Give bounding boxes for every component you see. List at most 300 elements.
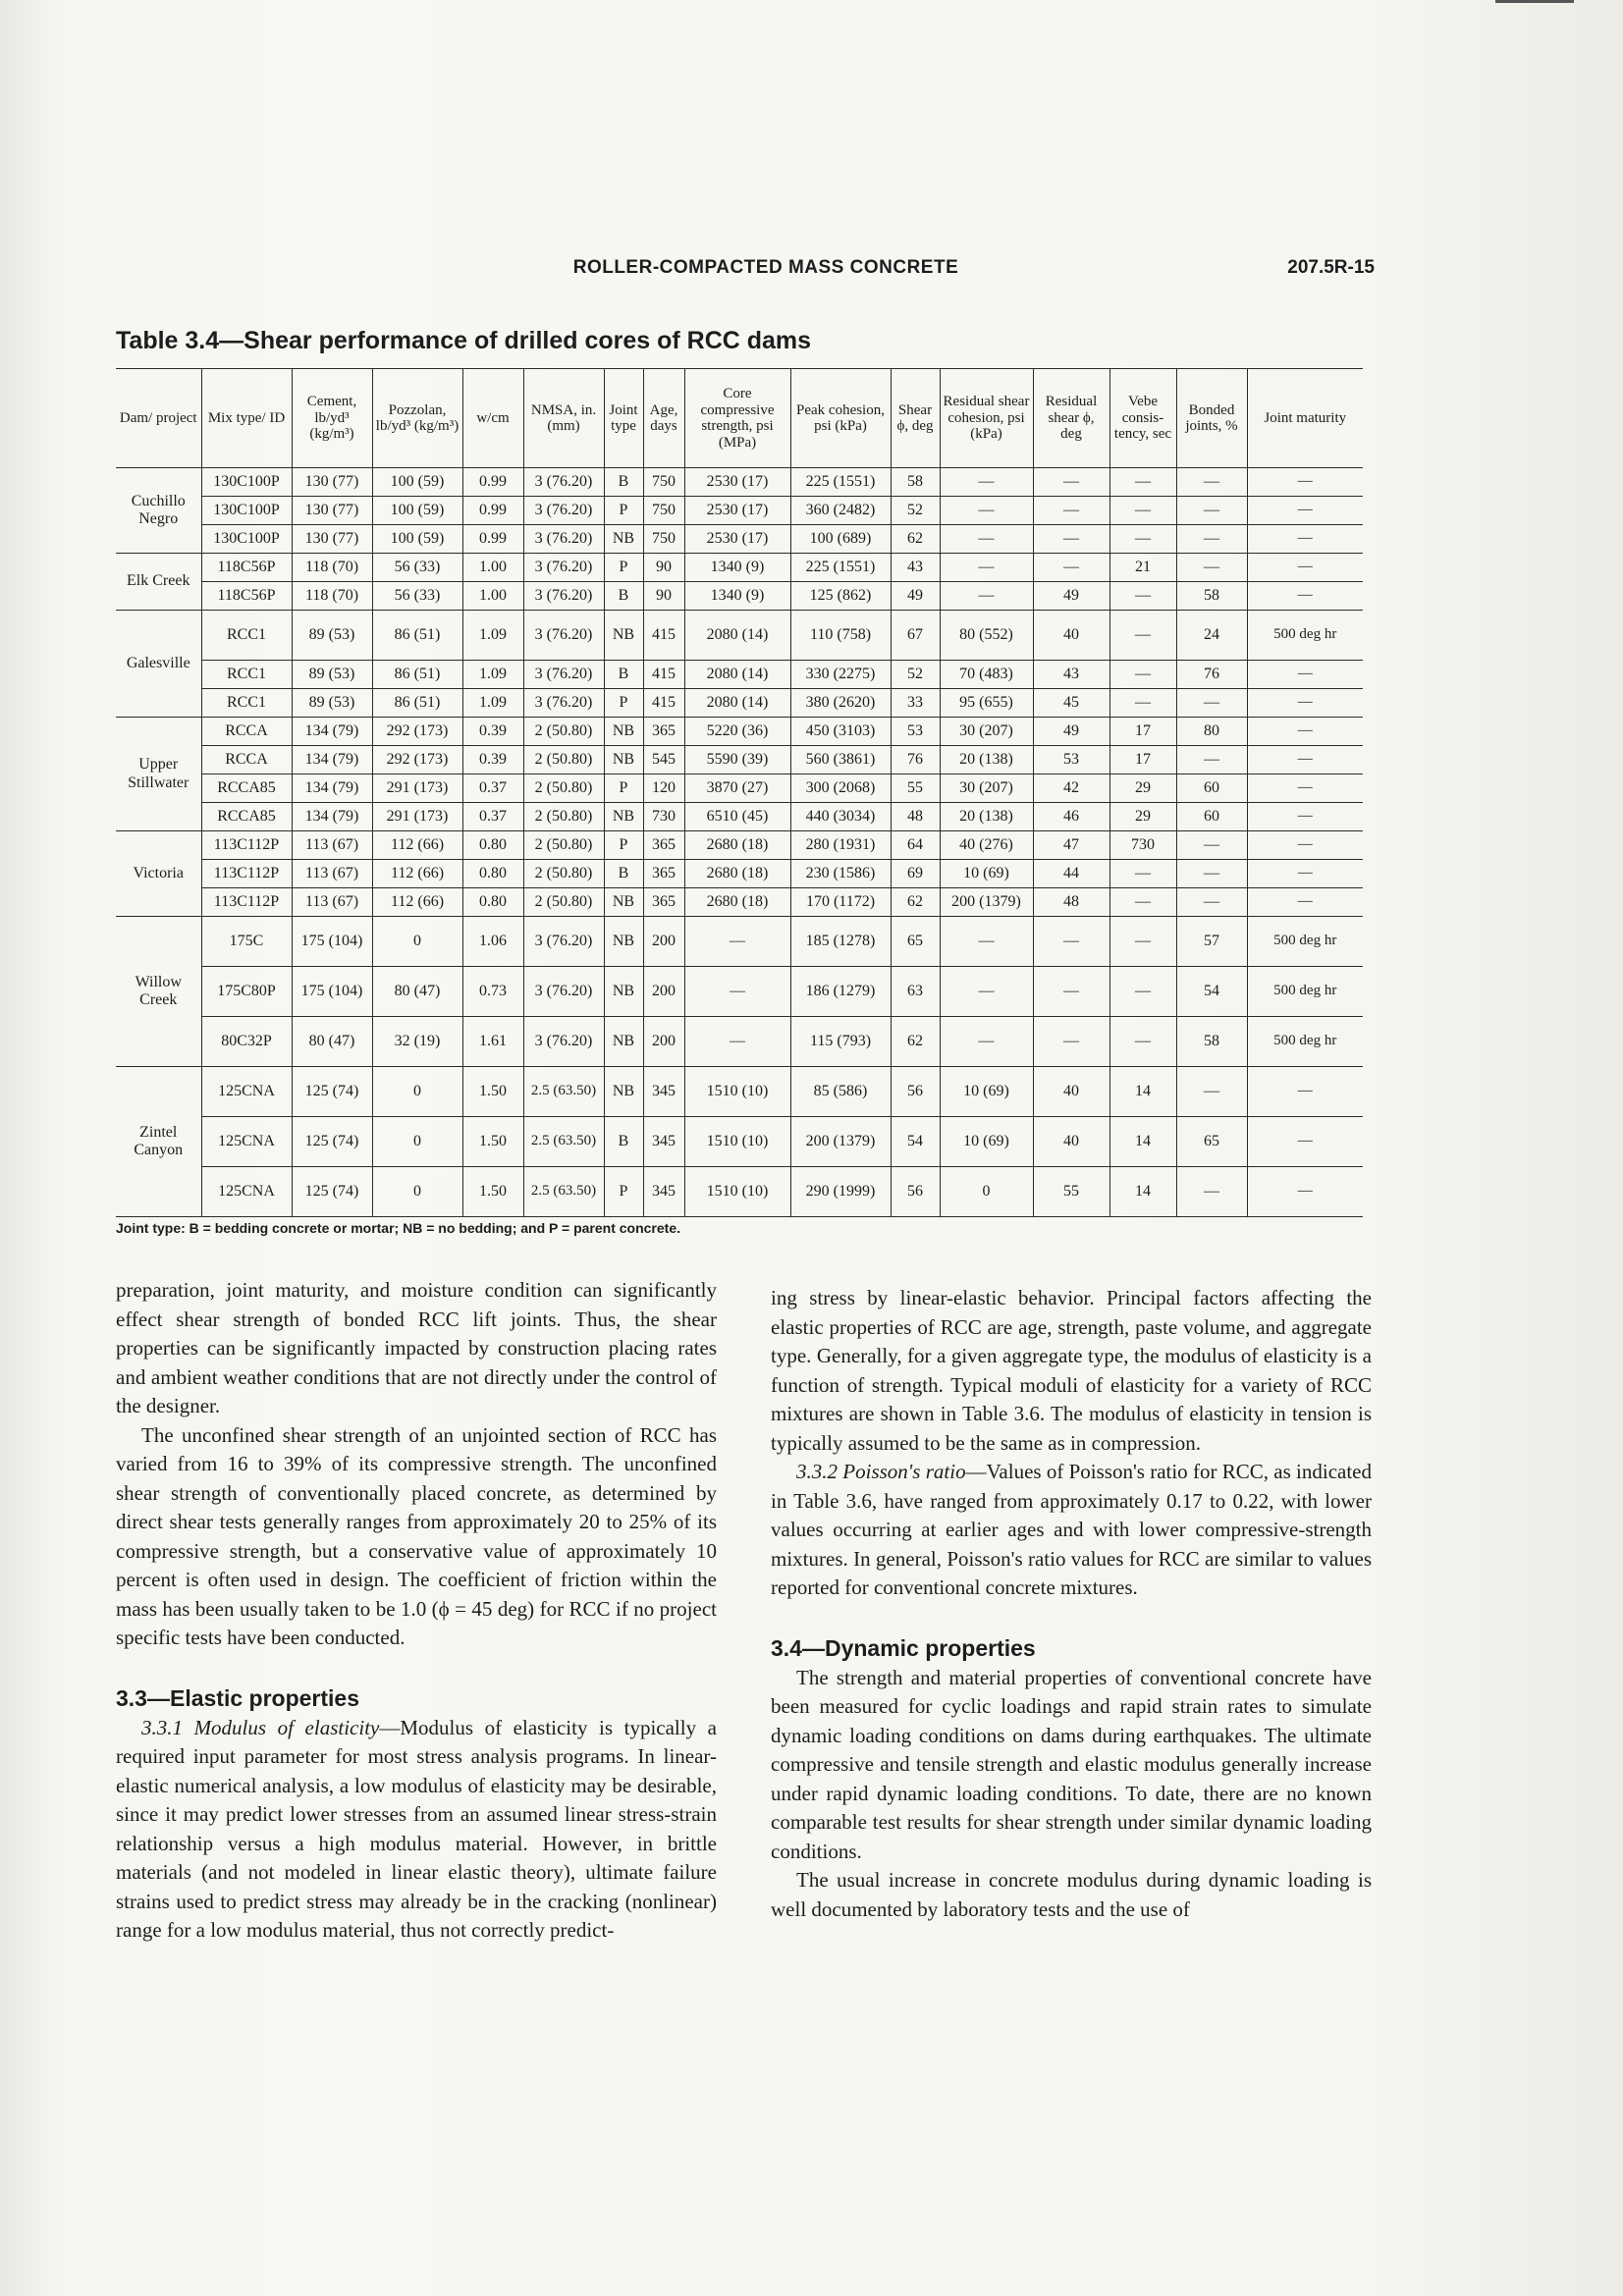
table-cell: 415 <box>643 689 684 718</box>
table-cell: 200 <box>643 1017 684 1067</box>
table-cell: 56 (33) <box>372 582 462 611</box>
table-cell: RCCA <box>201 718 292 746</box>
table-cell: — <box>1176 860 1247 888</box>
table-cell: RCCA85 <box>201 803 292 831</box>
table-cell: 0 <box>372 917 462 967</box>
table-cell: — <box>940 525 1033 554</box>
paragraph: The usual increase in concrete modulus during dynamic loading is well documented by laboratory tests and the use of <box>771 1868 1372 1921</box>
table-cell: 45 <box>1033 689 1109 718</box>
table-cell: 2.5 (63.50) <box>523 1167 604 1217</box>
table-cell: 52 <box>891 497 940 525</box>
table-cell: 76 <box>1176 661 1247 689</box>
table-cell: 49 <box>891 582 940 611</box>
table-cell: 500 deg hr <box>1247 1017 1363 1067</box>
table-cell: 345 <box>643 1067 684 1117</box>
table-cell: — <box>1176 888 1247 917</box>
paragraph: The unconfined shear strength of an unjointed section of RCC has varied from 16 to 39% of its compressive strength. The unconfined shear strength of conventionally placed concrete, as determined by direct shear tests generally ranges from approximately 20 to 25% of its compressive strength, but a conservative value of approximately 10 percent is often used in design. The coefficient of friction within the mass has been usually taken to be 1.0 (ϕ = 45 deg) for RCC if no project specific tests have been conducted. <box>116 1422 717 1649</box>
table-cell: 55 <box>891 774 940 803</box>
table-cell: 170 (1172) <box>790 888 891 917</box>
table-cell: 67 <box>891 611 940 661</box>
table-cell: P <box>604 497 643 525</box>
paragraph: ing stress by linear-elastic behavior. Principal factors affecting the elastic properties of RCC are age, strength, paste volume, and aggregate type. Generally, for a given aggregate type, the modulus of elasticity is a function of strength. Typical moduli of elasticity for a variety of RCC mixtures are shown in Table 3.6. The modulus of elasticity in tension is typically assumed to be the same as in compression. <box>771 1286 1372 1455</box>
table-cell: 0.99 <box>462 497 523 525</box>
table-cell: 2080 (14) <box>684 611 790 661</box>
table-cell: 134 (79) <box>292 803 372 831</box>
table-cell: 330 (2275) <box>790 661 891 689</box>
table-cell: 200 <box>643 967 684 1017</box>
table-cell: 113C112P <box>201 831 292 860</box>
table-cell: 58 <box>1176 582 1247 611</box>
table-row <box>116 554 1363 582</box>
table-cell: — <box>940 917 1033 967</box>
table-cell: 3 (76.20) <box>523 917 604 967</box>
table-cell: 54 <box>1176 967 1247 1017</box>
table-cell: 125 (74) <box>292 1067 372 1117</box>
table-cell: 130C100P <box>201 497 292 525</box>
project-cell: Upper Stillwater <box>116 718 201 831</box>
table-cell: 134 (79) <box>292 774 372 803</box>
table-cell: — <box>1247 468 1363 497</box>
table-cell: — <box>1109 497 1176 525</box>
table-cell: B <box>604 1117 643 1167</box>
table-cell: 56 <box>891 1167 940 1217</box>
table-cell: 40 <box>1033 1067 1109 1117</box>
table-cell: — <box>1176 497 1247 525</box>
table-cell: 100 (689) <box>790 525 891 554</box>
table-cell: RCC1 <box>201 611 292 661</box>
table-cell: 175 (104) <box>292 967 372 1017</box>
table-cell: 80 (47) <box>372 967 462 1017</box>
table-cell: 58 <box>1176 1017 1247 1067</box>
table-cell: 47 <box>1033 831 1109 860</box>
table-cell: 2.5 (63.50) <box>523 1117 604 1167</box>
subsection-heading: 3.3.1 Modulus of elasticity <box>141 1715 380 1739</box>
table-cell: 80 (552) <box>940 611 1033 661</box>
table-cell: 291 (173) <box>372 774 462 803</box>
table-cell: 86 (51) <box>372 689 462 718</box>
page-number: 207.5R-15 <box>1287 257 1375 278</box>
table-cell: 125CNA <box>201 1117 292 1167</box>
table-cell: — <box>940 582 1033 611</box>
table-cell: 95 (655) <box>940 689 1033 718</box>
table-cell: 30 (207) <box>940 718 1033 746</box>
table-cell: 86 (51) <box>372 611 462 661</box>
table-cell: — <box>1247 525 1363 554</box>
table-cell: 5220 (36) <box>684 718 790 746</box>
table-cell: 175C <box>201 917 292 967</box>
table-row <box>116 1017 1363 1067</box>
column-header: Shear ϕ, deg <box>891 369 940 468</box>
table-cell: 69 <box>891 860 940 888</box>
shear-performance-table <box>116 368 1363 1217</box>
table-cell: 63 <box>891 967 940 1017</box>
paragraph-text: —Values of Poisson's ratio for RCC, as indicated in Table 3.6, have ranged from approximately 0.17 to 0.22, with lower values occurring at earlier ages and with lower compressive-strength mixtures. In general, Poisson's ratio values for RCC are similar to values reported for conventional concrete mixtures. <box>771 1460 1373 1599</box>
table-cell: 3 (76.20) <box>523 611 604 661</box>
table-cell: — <box>1247 497 1363 525</box>
table-cell: 86 (51) <box>372 661 462 689</box>
table-cell: 42 <box>1033 774 1109 803</box>
table-cell: 24 <box>1176 611 1247 661</box>
table-cell: — <box>1176 1067 1247 1117</box>
table-cell: 49 <box>1033 582 1109 611</box>
table-cell: 130 (77) <box>292 497 372 525</box>
table-cell: 10 (69) <box>940 860 1033 888</box>
project-cell: Zintel Canyon <box>116 1067 201 1217</box>
table-cell: — <box>1247 1167 1363 1217</box>
table-cell: — <box>1109 525 1176 554</box>
project-cell: Elk Creek <box>116 554 201 611</box>
table-cell: NB <box>604 718 643 746</box>
table-cell: 1.61 <box>462 1017 523 1067</box>
column-header: Bonded joints, % <box>1176 369 1247 468</box>
table-footnote: Joint type: B = bedding concrete or mortar; NB = no bedding; and P = parent concrete. <box>116 1220 680 1236</box>
table-cell: — <box>684 967 790 1017</box>
table-cell: 130C100P <box>201 468 292 497</box>
table-cell: — <box>684 917 790 967</box>
table-cell: — <box>940 967 1033 1017</box>
table-cell: 1.00 <box>462 582 523 611</box>
table-cell: 2530 (17) <box>684 468 790 497</box>
table-cell: 130 (77) <box>292 468 372 497</box>
table-cell: 56 (33) <box>372 554 462 582</box>
table-cell: — <box>1247 689 1363 718</box>
table-cell: RCC1 <box>201 689 292 718</box>
table-cell: 186 (1279) <box>790 967 891 1017</box>
table-row <box>116 803 1363 831</box>
table-cell: B <box>604 582 643 611</box>
table-cell: 0.37 <box>462 774 523 803</box>
table-cell: 125 (74) <box>292 1117 372 1167</box>
table-cell: 500 deg hr <box>1247 967 1363 1017</box>
table-cell: 345 <box>643 1167 684 1217</box>
right-column <box>771 1284 1372 1924</box>
table-cell: 29 <box>1109 803 1176 831</box>
table-cell: 100 (59) <box>372 525 462 554</box>
table-cell: 415 <box>643 661 684 689</box>
table-cell: 1.50 <box>462 1167 523 1217</box>
column-header: Pozzolan, lb/yd³ (kg/m³) <box>372 369 462 468</box>
table-cell: 2080 (14) <box>684 661 790 689</box>
paragraph <box>116 1714 717 1946</box>
table-cell: 0 <box>372 1117 462 1167</box>
table-cell: — <box>1247 661 1363 689</box>
table-cell: 200 <box>643 917 684 967</box>
table-cell: — <box>1109 689 1176 718</box>
table-cell: 55 <box>1033 1167 1109 1217</box>
table-cell: 43 <box>1033 661 1109 689</box>
table-cell: NB <box>604 1067 643 1117</box>
table-cell: — <box>1247 803 1363 831</box>
table-cell: 750 <box>643 497 684 525</box>
column-header: w/cm <box>462 369 523 468</box>
table-cell: NB <box>604 1017 643 1067</box>
table-cell: 89 (53) <box>292 661 372 689</box>
table-cell: B <box>604 860 643 888</box>
table-cell: 14 <box>1109 1067 1176 1117</box>
table-cell: 1.09 <box>462 661 523 689</box>
table-cell: — <box>940 1017 1033 1067</box>
table-cell: — <box>1109 888 1176 917</box>
table-cell: 70 (483) <box>940 661 1033 689</box>
scan-edge-mark <box>1495 0 1574 3</box>
table-cell: 500 deg hr <box>1247 611 1363 661</box>
table-cell: 0.37 <box>462 803 523 831</box>
table-cell: 365 <box>643 831 684 860</box>
table-row <box>116 582 1363 611</box>
table-cell: 560 (3861) <box>790 746 891 774</box>
table-cell: — <box>1247 582 1363 611</box>
table-cell: 0.99 <box>462 468 523 497</box>
table-cell: 65 <box>891 917 940 967</box>
table-cell: 100 (59) <box>372 468 462 497</box>
table-cell: — <box>1109 661 1176 689</box>
table-cell: 54 <box>891 1117 940 1167</box>
table-cell: 120 <box>643 774 684 803</box>
table-cell: 5590 (39) <box>684 746 790 774</box>
table-cell: 230 (1586) <box>790 860 891 888</box>
table-cell: 750 <box>643 468 684 497</box>
table-cell: 290 (1999) <box>790 1167 891 1217</box>
table-row <box>116 888 1363 917</box>
table-cell: 292 (173) <box>372 718 462 746</box>
table-cell: — <box>1109 1017 1176 1067</box>
table-cell: 2530 (17) <box>684 525 790 554</box>
table-row <box>116 661 1363 689</box>
table-cell: 80 (47) <box>292 1017 372 1067</box>
table-cell: — <box>940 497 1033 525</box>
table-cell: 62 <box>891 888 940 917</box>
table-cell: 3 (76.20) <box>523 497 604 525</box>
table-cell: 43 <box>891 554 940 582</box>
table-cell: 1.09 <box>462 611 523 661</box>
table-cell: 291 (173) <box>372 803 462 831</box>
table-cell: 225 (1551) <box>790 554 891 582</box>
table-cell: 130C100P <box>201 525 292 554</box>
column-header: Mix type/ ID <box>201 369 292 468</box>
table-cell: — <box>1176 1167 1247 1217</box>
table-cell: 76 <box>891 746 940 774</box>
table-cell: 345 <box>643 1117 684 1167</box>
project-cell: Galesville <box>116 611 201 718</box>
table-row <box>116 774 1363 803</box>
table-cell: 90 <box>643 554 684 582</box>
table-cell: 57 <box>1176 917 1247 967</box>
table-cell: 3 (76.20) <box>523 1017 604 1067</box>
table-cell: 17 <box>1109 718 1176 746</box>
table-cell: 2080 (14) <box>684 689 790 718</box>
table-cell: 112 (66) <box>372 860 462 888</box>
table-cell: 113 (67) <box>292 888 372 917</box>
table-row <box>116 831 1363 860</box>
table-cell: 200 (1379) <box>940 888 1033 917</box>
table-cell: 52 <box>891 661 940 689</box>
table-cell: — <box>1176 468 1247 497</box>
table-cell: 415 <box>643 611 684 661</box>
table-cell: — <box>1033 525 1109 554</box>
table-cell: 1.50 <box>462 1067 523 1117</box>
table-cell: 49 <box>1033 718 1109 746</box>
table-cell: 300 (2068) <box>790 774 891 803</box>
table-cell: 0.39 <box>462 718 523 746</box>
table-cell: 0.80 <box>462 831 523 860</box>
table-cell: 1.06 <box>462 917 523 967</box>
table-cell: P <box>604 689 643 718</box>
table-cell: 280 (1931) <box>790 831 891 860</box>
table-cell: 110 (758) <box>790 611 891 661</box>
section-heading: 3.4—Dynamic properties <box>771 1634 1036 1661</box>
table-cell: NB <box>604 611 643 661</box>
table-cell: — <box>1176 554 1247 582</box>
table-cell: — <box>1109 582 1176 611</box>
table-cell: 58 <box>891 468 940 497</box>
column-header: Joint maturity <box>1247 369 1363 468</box>
table-cell: 0.99 <box>462 525 523 554</box>
table-cell: — <box>1247 860 1363 888</box>
table-cell: 3 (76.20) <box>523 689 604 718</box>
table-cell: 134 (79) <box>292 718 372 746</box>
running-head: ROLLER-COMPACTED MASS CONCRETE <box>572 257 959 278</box>
table-cell: 440 (3034) <box>790 803 891 831</box>
table-cell: 20 (138) <box>940 746 1033 774</box>
table-cell: 175C80P <box>201 967 292 1017</box>
table-cell: 118 (70) <box>292 554 372 582</box>
table-cell: 30 (207) <box>940 774 1033 803</box>
table-cell: 65 <box>1176 1117 1247 1167</box>
table-cell: 2 (50.80) <box>523 746 604 774</box>
table-cell: 1510 (10) <box>684 1067 790 1117</box>
table-cell: 118C56P <box>201 582 292 611</box>
table-cell: 365 <box>643 718 684 746</box>
table-cell: 10 (69) <box>940 1067 1033 1117</box>
table-cell: 48 <box>891 803 940 831</box>
paragraph: preparation, joint maturity, and moisture condition can significantly effect shear strength of bonded RCC lift joints. Thus, the shear properties can be significantly impacted by construction placing rates and ambient weather conditions that are not directly under the control of the designer. <box>116 1278 717 1417</box>
table-cell: 62 <box>891 525 940 554</box>
table-cell: 53 <box>1033 746 1109 774</box>
table-cell: — <box>940 554 1033 582</box>
table-cell: 90 <box>643 582 684 611</box>
table-cell: — <box>1033 497 1109 525</box>
table-cell: 40 (276) <box>940 831 1033 860</box>
column-header: Cement, lb/yd³ (kg/m³) <box>292 369 372 468</box>
table-cell: 62 <box>891 1017 940 1067</box>
table-cell: 225 (1551) <box>790 468 891 497</box>
table-cell: 2 (50.80) <box>523 718 604 746</box>
table-cell: 118C56P <box>201 554 292 582</box>
table-cell: — <box>1033 1017 1109 1067</box>
table-cell: 185 (1278) <box>790 917 891 967</box>
table-cell: NB <box>604 888 643 917</box>
paragraph-text: —Modulus of elasticity is typically a required input parameter for most stress analysis programs. In linear-elastic numerical analysis, a low modulus of elasticity may be desirable, since it may predict lower stresses from an assumed linear stress-strain relationship versus a high modulus material. However, in brittle materials (and not modeled in linear elastic theory), ultimate failure strains used to predict stress may already be in the cracking (nonlinear) range for a low modulus material, thus not correctly predict- <box>116 1715 717 1942</box>
table-cell: 20 (138) <box>940 803 1033 831</box>
column-header: Residual shear cohesion, psi (kPa) <box>940 369 1033 468</box>
table-cell: — <box>1176 746 1247 774</box>
project-cell: Cuchillo Negro <box>116 468 201 554</box>
table-cell: 1340 (9) <box>684 554 790 582</box>
table-cell: 80C32P <box>201 1017 292 1067</box>
table-cell: 2680 (18) <box>684 831 790 860</box>
column-header: Residual shear ϕ, deg <box>1033 369 1109 468</box>
left-column <box>116 1276 717 1946</box>
table-cell: — <box>1109 860 1176 888</box>
table-cell: — <box>1247 554 1363 582</box>
table-cell: — <box>684 1017 790 1067</box>
table-cell: — <box>1033 967 1109 1017</box>
table-container <box>116 368 1363 1236</box>
table-cell: 89 (53) <box>292 611 372 661</box>
table-cell: RCCA85 <box>201 774 292 803</box>
table-cell: 0 <box>372 1167 462 1217</box>
table-cell: 14 <box>1109 1117 1176 1167</box>
table-cell: 292 (173) <box>372 746 462 774</box>
table-cell: 130 (77) <box>292 525 372 554</box>
table-cell: 125CNA <box>201 1067 292 1117</box>
table-row <box>116 860 1363 888</box>
table-cell: — <box>1109 967 1176 1017</box>
table-cell: 1510 (10) <box>684 1117 790 1167</box>
table-cell: 2.5 (63.50) <box>523 1067 604 1117</box>
paragraph <box>771 1458 1372 1603</box>
table-cell: 10 (69) <box>940 1117 1033 1167</box>
table-row <box>116 1117 1363 1167</box>
table-cell: 3 (76.20) <box>523 582 604 611</box>
table-cell: 48 <box>1033 888 1109 917</box>
table-header-row <box>116 369 1363 468</box>
table-cell: 53 <box>891 718 940 746</box>
table-cell: 2680 (18) <box>684 888 790 917</box>
table-cell: 17 <box>1109 746 1176 774</box>
table-cell: 3870 (27) <box>684 774 790 803</box>
table-cell: 134 (79) <box>292 746 372 774</box>
table-cell: 125 (862) <box>790 582 891 611</box>
table-cell: 115 (793) <box>790 1017 891 1067</box>
table-cell: 21 <box>1109 554 1176 582</box>
table-title: Table 3.4—Shear performance of drilled cores of RCC dams <box>116 327 812 354</box>
table-cell: 730 <box>1109 831 1176 860</box>
table-cell: B <box>604 468 643 497</box>
table-row <box>116 967 1363 1017</box>
table-cell: 200 (1379) <box>790 1117 891 1167</box>
table-cell: — <box>1247 774 1363 803</box>
table-cell: B <box>604 661 643 689</box>
table-cell: 1510 (10) <box>684 1167 790 1217</box>
table-cell: 2 (50.80) <box>523 888 604 917</box>
table-cell: 113C112P <box>201 888 292 917</box>
subsection-heading: 3.3.2 Poisson's ratio <box>796 1460 966 1483</box>
table-cell: 85 (586) <box>790 1067 891 1117</box>
table-cell: 60 <box>1176 774 1247 803</box>
table-cell: NB <box>604 803 643 831</box>
table-cell: P <box>604 1167 643 1217</box>
table-cell: 44 <box>1033 860 1109 888</box>
table-cell: — <box>1109 611 1176 661</box>
table-cell: 113 (67) <box>292 831 372 860</box>
table-row <box>116 611 1363 661</box>
column-header: Peak cohesion, psi (kPa) <box>790 369 891 468</box>
table-cell: RCCA <box>201 746 292 774</box>
table-cell: 40 <box>1033 611 1109 661</box>
table-cell: 33 <box>891 689 940 718</box>
table-cell: NB <box>604 967 643 1017</box>
project-cell: Victoria <box>116 831 201 917</box>
table-cell: — <box>1176 689 1247 718</box>
table-cell: 1.00 <box>462 554 523 582</box>
table-cell: 365 <box>643 860 684 888</box>
table-cell: 2 (50.80) <box>523 803 604 831</box>
table-cell: — <box>1033 468 1109 497</box>
table-cell: — <box>1033 554 1109 582</box>
table-cell: — <box>1247 1117 1363 1167</box>
table-cell: 1.09 <box>462 689 523 718</box>
